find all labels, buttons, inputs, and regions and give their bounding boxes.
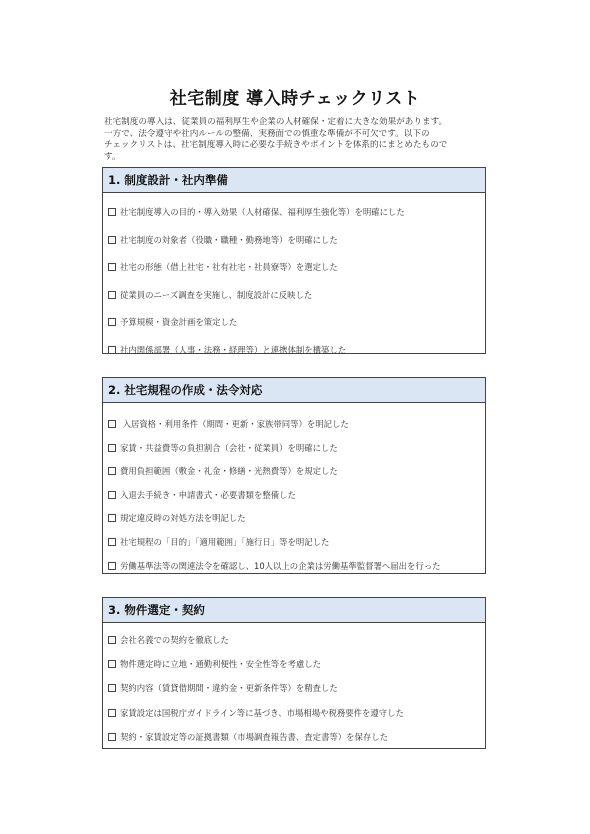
- checklist-item[interactable]: [103, 629, 485, 653]
- checklist-item[interactable]: [103, 677, 485, 701]
- checkbox[interactable]: [108, 733, 116, 741]
- checkbox[interactable]: [108, 709, 116, 717]
- checklist-item-label: 従業員のニーズ調査を実施し、制度設計に反映した: [120, 289, 313, 300]
- section-system-design: [102, 167, 486, 354]
- checklist-item-label: 社宅の形態（借上社宅・社有社宅・社員寮等）を選定した: [120, 262, 338, 272]
- checklist-item[interactable]: [103, 726, 485, 750]
- page-title: 社宅制度 導入時チェックリスト: [169, 89, 421, 109]
- checklist-item-label: 入退去手続き・申請書式・必要書類を整備した: [120, 489, 296, 500]
- checkbox[interactable]: [108, 208, 116, 216]
- checklist-item[interactable]: [103, 284, 485, 312]
- checkbox[interactable]: [108, 684, 116, 692]
- checklist-item[interactable]: [103, 460, 485, 484]
- checklist-item[interactable]: [103, 531, 485, 555]
- checklist-item[interactable]: [103, 437, 485, 461]
- checklist-item[interactable]: [103, 256, 485, 284]
- section-heading: 1. 制度設計・社内準備: [103, 168, 485, 193]
- checklist-item[interactable]: [103, 201, 485, 229]
- checkbox[interactable]: [108, 291, 116, 299]
- intro-line: 一方で、法令遵守や社内ルールの整備、実務面での慎重な準備が不可欠です。以下の: [104, 128, 430, 139]
- checklist-item-label: 社宅規程の「目的」「適用範囲」「施行日」等を明記した: [120, 536, 330, 547]
- checklist-item-label: 社宅制度の対象者（役職・職種・勤務地等）を明確にした: [120, 234, 338, 245]
- checkbox[interactable]: [108, 236, 116, 244]
- checklist: [103, 623, 485, 750]
- section-heading: 3. 物件選定・契約: [103, 598, 485, 623]
- checklist-item[interactable]: [103, 311, 485, 339]
- intro-paragraph: [104, 117, 488, 163]
- checklist-item-label: 費用負担範囲（敷金・礼金・修繕・光熱費等）を規定した: [120, 466, 338, 477]
- checkbox[interactable]: [108, 263, 116, 271]
- checklist-item[interactable]: [103, 555, 485, 579]
- checklist-item-label: 契約内容（賃貸借期間・違約金・更新条件等）を精査した: [120, 683, 338, 694]
- checkbox[interactable]: [108, 562, 116, 570]
- checkbox[interactable]: [108, 420, 116, 428]
- checklist: [103, 193, 485, 366]
- checklist-item-label: 物件選定時に立地・通勤利便性・安全性等を考慮した: [120, 659, 321, 670]
- checkbox[interactable]: [108, 538, 116, 546]
- checklist: [103, 403, 485, 578]
- checklist-item-label: 入居資格・利用条件（期間・更新・家族帯同等）を明記した: [120, 419, 349, 429]
- section-heading: 2. 社宅規程の作成・法令対応: [103, 378, 485, 403]
- checklist-item[interactable]: [103, 413, 485, 437]
- checkbox[interactable]: [108, 318, 116, 326]
- section-regulations: [102, 377, 486, 574]
- intro-line: 社宅制度の導入は、従業員の福利厚生や企業の人材確保・定着に大きな効果があります。: [104, 117, 448, 127]
- checklist-item-label: 社内関係部署（人事・法務・経理等）と連携体制を構築した: [120, 344, 347, 355]
- section-property-contract: [102, 597, 486, 749]
- intro-line: チェックリストは、社宅制度導入時に必要な手続きやポイントを体系的にまとめたもので: [104, 140, 448, 150]
- checklist-item[interactable]: [103, 702, 485, 726]
- checklist-item-label: 家賃設定は国税庁ガイドライン等に基づき、市場相場や税務要件を遵守した: [120, 707, 404, 718]
- checkbox[interactable]: [108, 467, 116, 475]
- checklist-item[interactable]: [103, 229, 485, 257]
- checkbox[interactable]: [108, 491, 116, 499]
- checkbox[interactable]: [108, 636, 116, 644]
- checklist-item-label: 会社名義での契約を徹底した: [120, 635, 229, 645]
- checklist-item-label: 社宅制度導入の目的・導入効果（人材確保、福利厚生強化等）を明確にした: [120, 207, 405, 217]
- checkbox[interactable]: [108, 346, 116, 354]
- intro-line: す。: [104, 151, 121, 162]
- checklist-item[interactable]: [103, 653, 485, 677]
- checkbox[interactable]: [108, 444, 116, 452]
- checklist-item-label: 予算規模・資金計画を策定した: [120, 317, 238, 327]
- checkbox[interactable]: [108, 514, 116, 522]
- checklist-item-label: 規定違反時の対処方法を明記した: [120, 513, 246, 524]
- checkbox[interactable]: [108, 660, 116, 668]
- checklist-item[interactable]: [103, 507, 485, 531]
- checklist-item[interactable]: [103, 339, 485, 367]
- checklist-item-label: 家賃・共益費等の負担割合（会社・従業員）を明確にした: [120, 442, 338, 453]
- checklist-item-label: 労働基準法等の関連法令を確認し、10人以上の企業は労働基準監督署へ届出を行った: [120, 560, 441, 571]
- checklist-item[interactable]: [103, 484, 485, 508]
- checklist-item-label: 契約・家賃設定等の証拠書類（市場調査報告書、査定書等）を保存した: [120, 731, 388, 742]
